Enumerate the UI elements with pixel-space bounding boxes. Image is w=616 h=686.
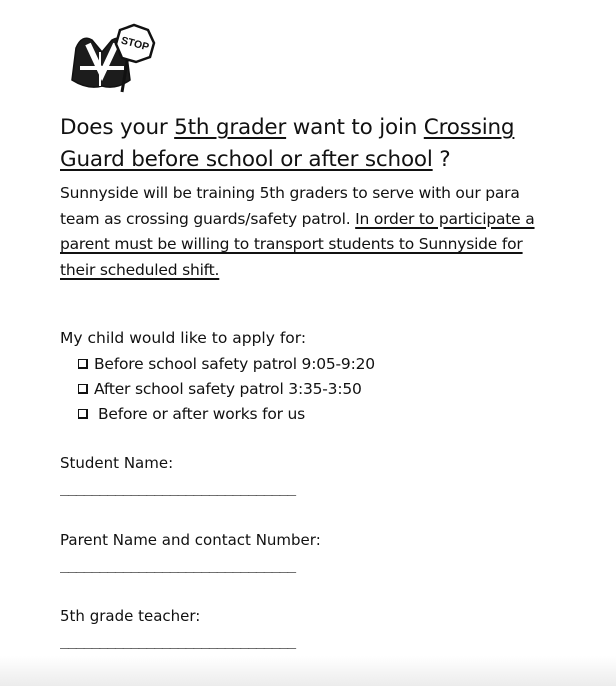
shift-options <box>78 351 375 426</box>
option-label: Before or after works for us <box>98 404 306 423</box>
title-grade: 5th grader <box>174 115 287 140</box>
option-label: After school safety patrol 3:35-3:50 <box>94 379 362 398</box>
intro-plain: Sunnyside will be training 5th graders to serve with our para team as crossing guards/safety patrol. <box>60 184 520 228</box>
title-part2: want to join <box>286 115 424 140</box>
title-part1: Does your <box>60 115 175 140</box>
page-title <box>60 112 580 176</box>
checkbox-icon[interactable] <box>78 384 88 394</box>
student-name-label: Student Name: <box>60 454 174 472</box>
apply-prompt: My child would like to apply for: <box>60 329 307 347</box>
intro-paragraph <box>60 181 560 283</box>
parent-contact-label: Parent Name and contact Number: <box>60 531 321 549</box>
intro-requirement: In order to participate a parent must be willing to transport students to Sunnyside for their scheduled shift. <box>60 209 535 279</box>
title-end: ? <box>432 147 451 172</box>
parent-contact-line[interactable]: ______________________________ <box>60 555 295 573</box>
student-name-line[interactable]: ______________________________ <box>60 478 295 496</box>
teacher-label: 5th grade teacher: <box>60 607 201 625</box>
checkbox-icon[interactable] <box>78 409 88 419</box>
option-label: Before school safety patrol 9:05-9:20 <box>94 354 375 373</box>
teacher-line[interactable]: ______________________________ <box>60 631 295 649</box>
crossing-guard-logo <box>62 22 162 102</box>
page-bottom-edge <box>0 656 616 686</box>
title-program: Crossing Guard before school or after school <box>60 115 515 172</box>
option-either[interactable] <box>78 401 375 426</box>
option-after-school[interactable] <box>78 376 375 401</box>
checkbox-icon[interactable] <box>78 359 88 369</box>
option-before-school[interactable] <box>78 351 375 376</box>
stop-sign-text: STOP <box>119 34 151 54</box>
